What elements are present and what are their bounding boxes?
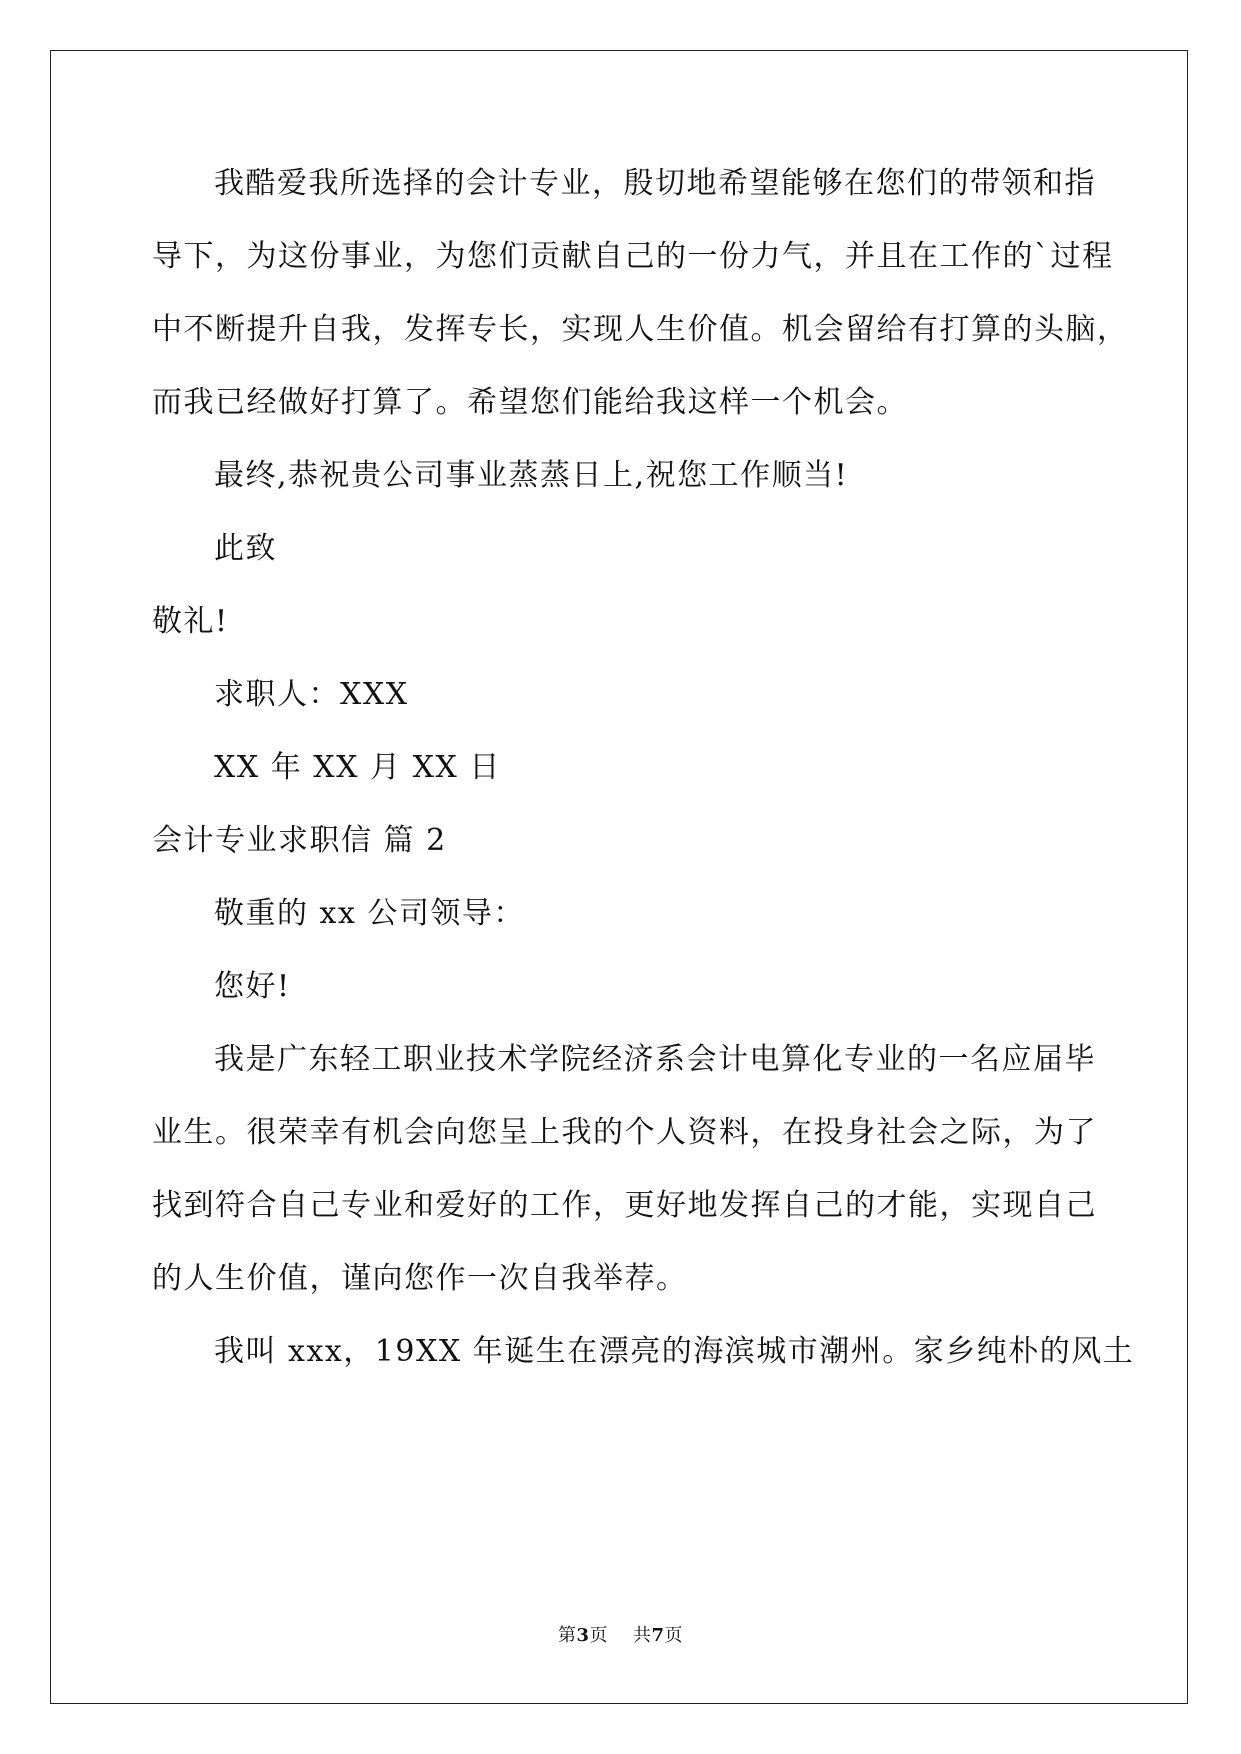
footer-total-prefix: 共 — [632, 1625, 652, 1646]
paragraph-line: 中不断提升自我，发挥专长，实现人生价值。机会留给有打算的头脑， — [152, 312, 1129, 347]
section-heading: 会计专业求职信 篇 2 — [152, 823, 447, 858]
signature-date: XX 年 XX 月 XX 日 — [214, 750, 501, 785]
applicant-signature: 求职人：XXX — [214, 677, 409, 712]
salutation-cizhi: 此致 — [214, 531, 277, 566]
total-page-count: 7 — [651, 1625, 665, 1646]
paragraph-line: 而我已经做好打算了。希望您们能给我这样一个机会。 — [152, 385, 908, 420]
paragraph-line: 业生。很荣幸有机会向您呈上我的个人资料，在投身社会之际，为了 — [152, 1115, 1097, 1150]
footer-page-suffix: 页 — [589, 1625, 609, 1646]
paragraph-line: 我酷爱我所选择的会计专业，殷切地希望能够在您们的带领和指 — [214, 166, 1096, 201]
paragraph-line: 的人生价值，谨向您作一次自我举荐。 — [152, 1261, 688, 1296]
page-footer — [0, 1624, 1241, 1648]
closing-wish: 最终,恭祝贵公司事业蒸蒸日上,祝您工作顺当! — [214, 458, 849, 493]
footer-total-suffix: 页 — [664, 1625, 683, 1646]
current-page-number: 3 — [576, 1625, 590, 1646]
paragraph-line: 导下，为这份事业，为您们贡献自己的一份力气，并且在工作的`过程 — [152, 239, 1114, 274]
letter-hello: 您好! — [214, 969, 291, 1004]
paragraph-line: 我是广东轻工职业技术学院经济系会计电算化专业的一名应届毕 — [214, 1042, 1096, 1077]
salutation-jingli: 敬礼! — [152, 604, 229, 639]
page-border — [50, 50, 1188, 1704]
paragraph-line: 找到符合自己专业和爱好的工作，更好地发挥自己的才能，实现自己 — [152, 1188, 1097, 1223]
letter-greeting: 敬重的 xx 公司领导： — [214, 896, 525, 931]
footer-prefix: 第 — [558, 1625, 577, 1646]
paragraph-line: 我叫 xxx，19XX 年诞生在漂亮的海滨城市潮州。家乡纯朴的风土 — [214, 1334, 1135, 1369]
